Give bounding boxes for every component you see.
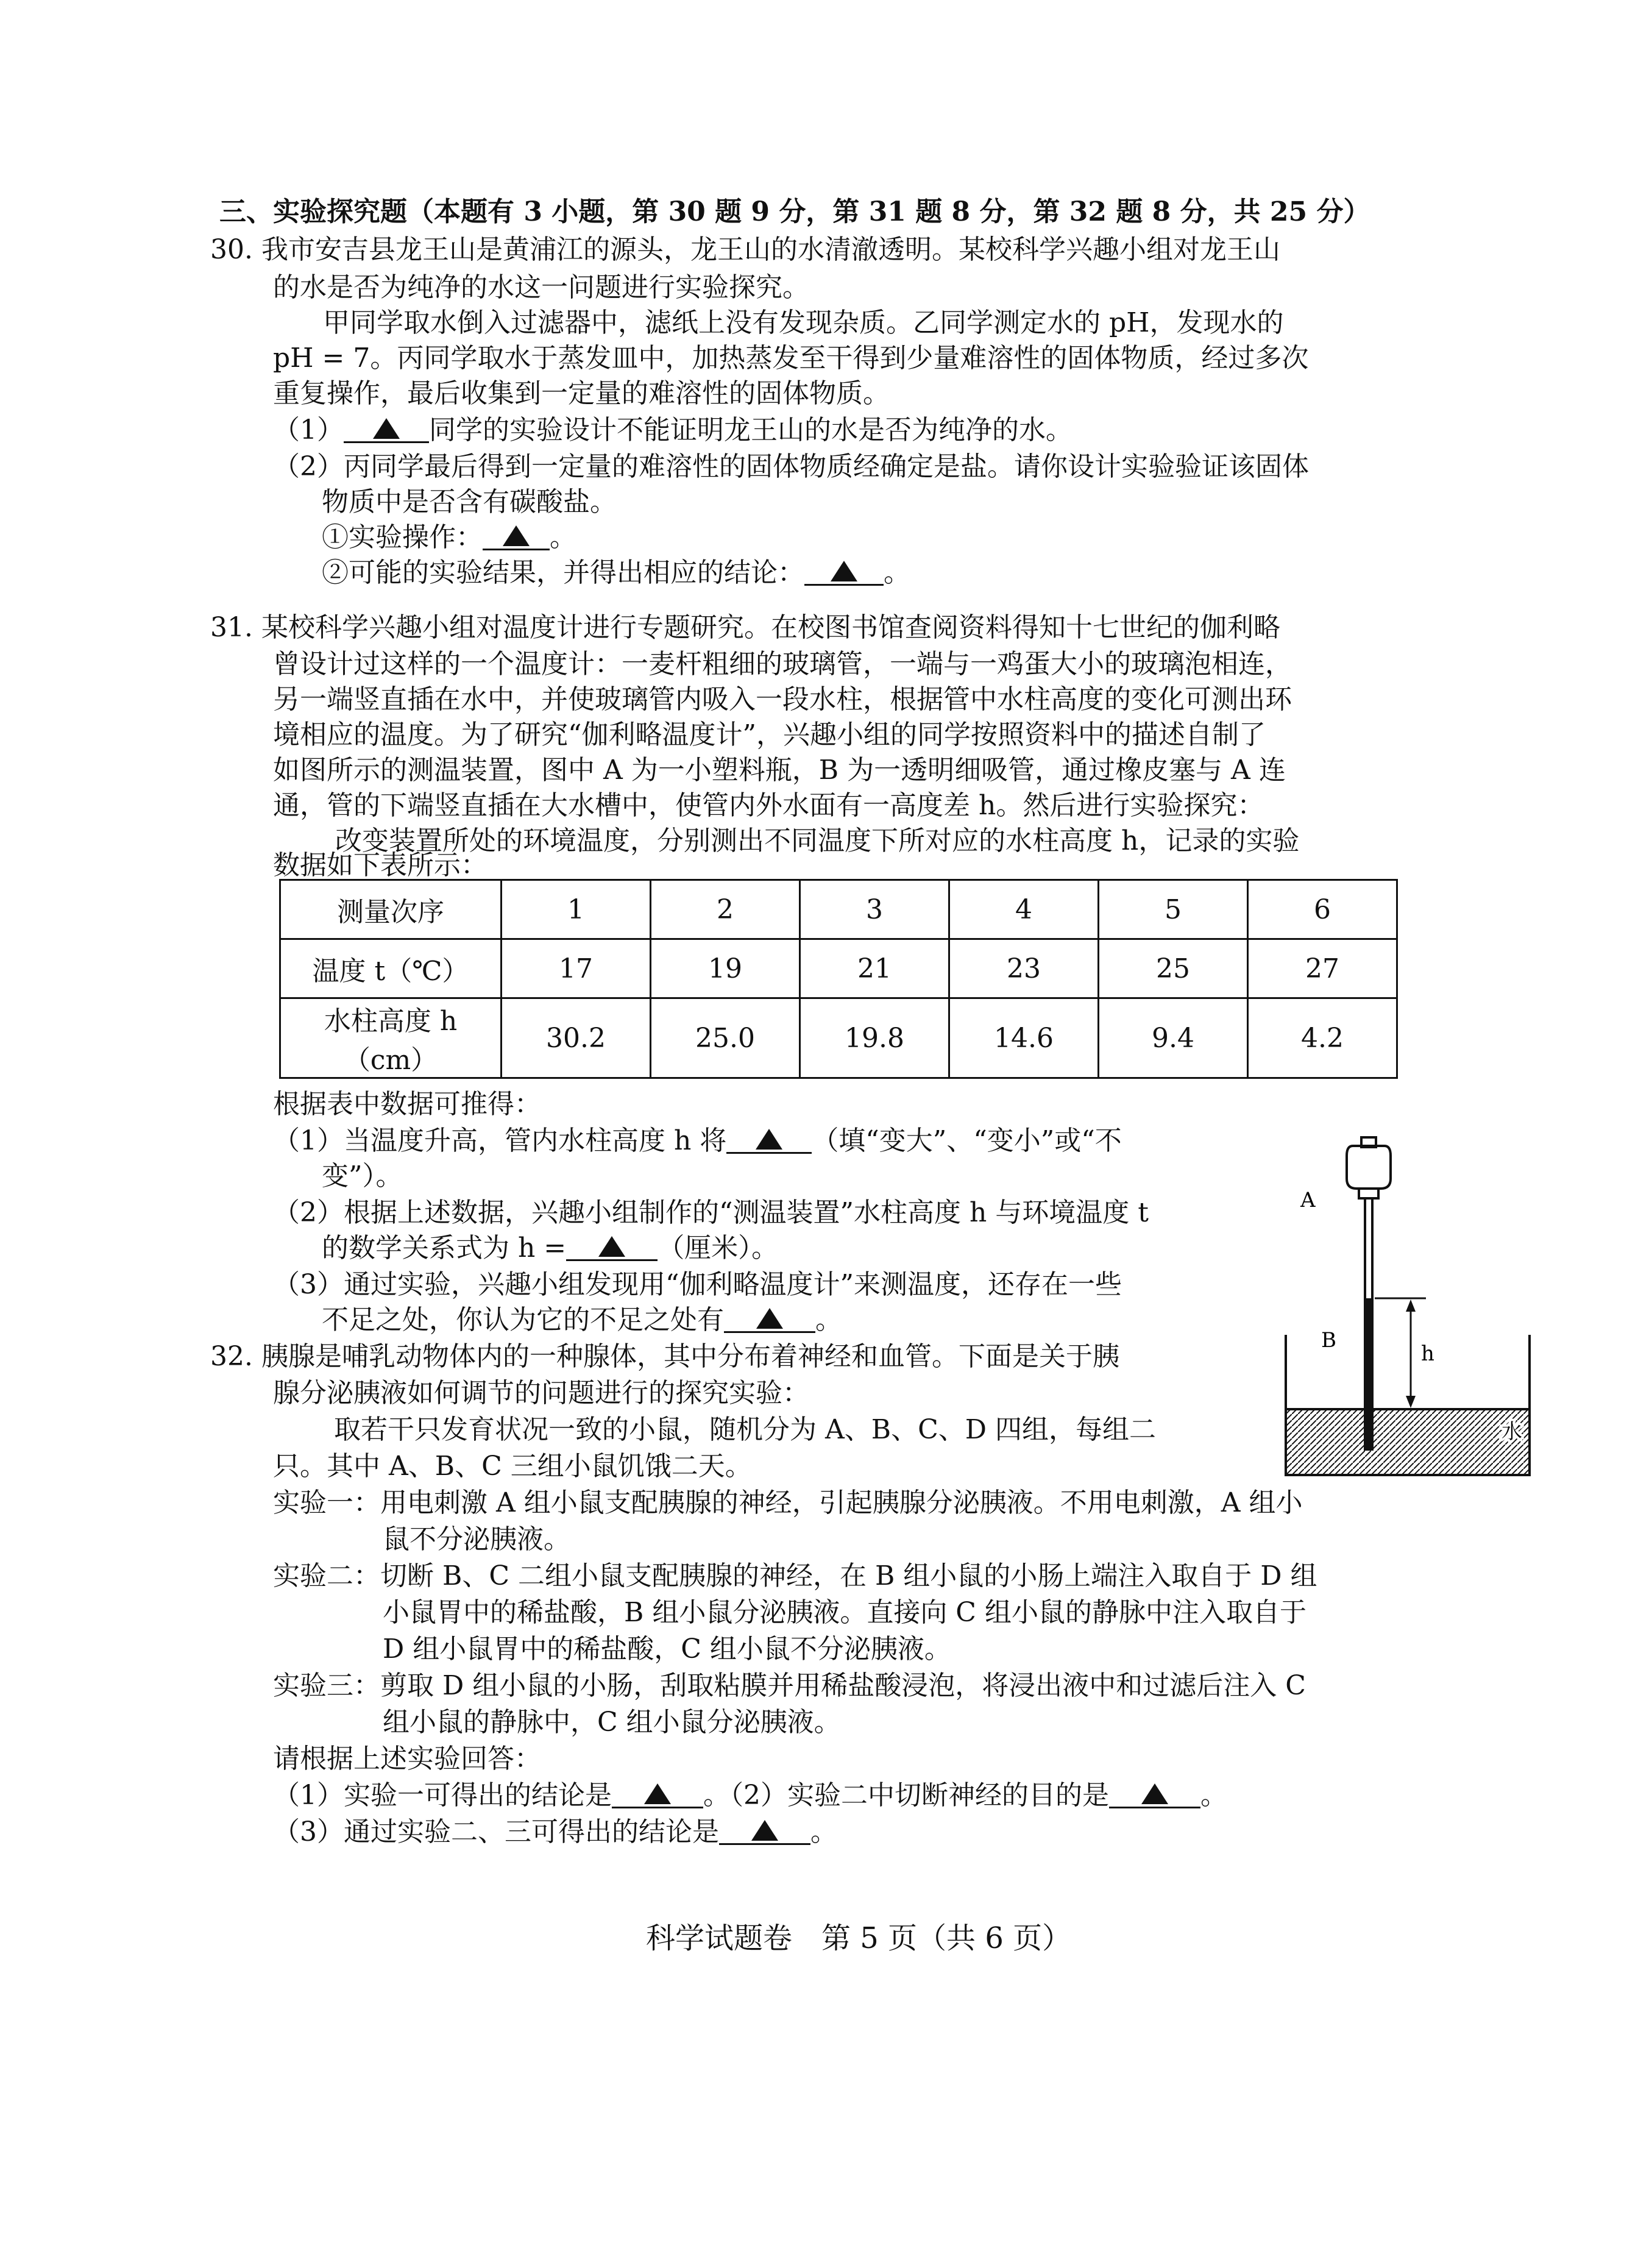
q32-answer-1-2 bbox=[273, 1777, 1227, 1814]
q31-line-5: 如图所示的测温装置，图中 A 为一小塑料瓶，B 为一透明细吸管，通过橡皮塞与 A 连 bbox=[273, 755, 1286, 786]
q32-a3-prefix: （3）通过实验二、三可得出的结论是 bbox=[273, 1816, 719, 1847]
table-cell: 25 bbox=[1099, 939, 1248, 998]
q32-ask: 请根据上述实验回答： bbox=[273, 1743, 541, 1774]
answer-blank[interactable] bbox=[344, 412, 429, 443]
q30-result-label: ②可能的实验结果，并得出相应的结论： bbox=[322, 557, 804, 588]
q30-p1-prefix: （1） bbox=[273, 414, 344, 446]
q30-line-1: 30. 我市安吉县龙王山是黄浦江的源头，龙王山的水清澈透明。某校科学兴趣小组对龙王山 bbox=[210, 234, 1280, 265]
q32-a2-prefix: 。（2）实验二中切断神经的目的是 bbox=[703, 1780, 1109, 1811]
q31-part-1-line-2: 变”）。 bbox=[322, 1161, 403, 1192]
table-cell: 6 bbox=[1248, 880, 1397, 939]
q32-a2-suffix: 。 bbox=[1200, 1780, 1227, 1811]
q32-answer-3 bbox=[273, 1814, 837, 1850]
stopper bbox=[1359, 1189, 1378, 1198]
q30-line-4: pH = 7。丙同学取水于蒸发皿中，加热蒸发至干得到少量难溶性的固体物质，经过多次 bbox=[273, 343, 1309, 374]
trough-water bbox=[1287, 1409, 1528, 1474]
q31-p2-suffix: （厘米）。 bbox=[658, 1232, 779, 1264]
q31-part-2-line-1: （2）根据上述数据，兴趣小组制作的“测温装置”水柱高度 h 与环境温度 t bbox=[273, 1197, 1149, 1228]
label-b: B bbox=[1321, 1328, 1336, 1353]
table-cell: 23 bbox=[949, 939, 1099, 998]
q31-line-8: 数据如下表所示： bbox=[273, 850, 488, 881]
table-cell: 5 bbox=[1099, 880, 1248, 939]
q30-operation-label: ①实验操作： bbox=[322, 522, 483, 553]
q31-part-1 bbox=[273, 1123, 1122, 1159]
triangle-icon bbox=[1141, 1783, 1168, 1804]
h-arrow-up-icon bbox=[1406, 1299, 1416, 1312]
q32-a1-prefix: （1）实验一可得出的结论是 bbox=[273, 1780, 612, 1811]
q31-p3-suffix: 。 bbox=[815, 1304, 842, 1335]
triangle-icon bbox=[503, 525, 530, 546]
q32-exp2-line-3: D 组小鼠胃中的稀盐酸，C 组小鼠不分泌胰液。 bbox=[383, 1633, 951, 1665]
answer-blank[interactable] bbox=[726, 1123, 812, 1154]
q32-exp3-line-2: 组小鼠的静脉中，C 组小鼠分泌胰液。 bbox=[383, 1707, 841, 1738]
triangle-icon bbox=[756, 1129, 782, 1150]
table-row bbox=[280, 998, 1397, 1078]
triangle-icon bbox=[373, 418, 400, 439]
thermometer-figure bbox=[1261, 1134, 1578, 1487]
table-row bbox=[280, 939, 1397, 998]
q31-line-3: 另一端竖直插在水中，并使玻璃管内吸入一段水柱，根据管中水柱高度的变化可测出环 bbox=[273, 684, 1292, 715]
table-cell: 19 bbox=[651, 939, 800, 998]
answer-blank[interactable] bbox=[566, 1230, 658, 1261]
table-cell: 1 bbox=[502, 880, 651, 939]
q32-line-1: 32. 胰腺是哺乳动物体内的一种腺体，其中分布着神经和血管。下面是关于胰 bbox=[210, 1341, 1119, 1372]
table-header-cell: 测量次序 bbox=[280, 880, 502, 939]
q31-line-7: 改变装置所处的环境温度，分别测出不同温度下所对应的水柱高度 h，记录的实验 bbox=[335, 825, 1300, 856]
q30-line-2: 的水是否为纯净的水这一问题进行实验探究。 bbox=[273, 272, 809, 303]
q32-exp1-line-2: 鼠不分泌胰液。 bbox=[383, 1524, 570, 1555]
triangle-icon bbox=[756, 1308, 783, 1329]
table-row bbox=[280, 880, 1397, 939]
q32-line-3: 取若干只发育状况一致的小鼠，随机分为 A、B、C、D 四组，每组二 bbox=[334, 1414, 1157, 1445]
galileo-thermometer-diagram bbox=[1261, 1134, 1578, 1487]
table-cell: 17 bbox=[502, 939, 651, 998]
q31-line-1: 31. 某校科学兴趣小组对温度计进行专题研究。在校图书馆查阅资料得知十七世纪的伽利略 bbox=[210, 612, 1280, 643]
q31-line-6: 通，管的下端竖直插在大水槽中，使管内外水面有一高度差 h。然后进行实验探究： bbox=[273, 790, 1264, 821]
q31-p2-prefix: 的数学关系式为 h = bbox=[322, 1232, 567, 1264]
table-cell: 21 bbox=[800, 939, 949, 998]
q30-p1-suffix: 同学的实验设计不能证明龙王山的水是否为纯净的水。 bbox=[429, 414, 1072, 446]
answer-blank[interactable] bbox=[724, 1302, 815, 1333]
answer-blank[interactable] bbox=[1109, 1777, 1200, 1808]
table-header-cell: 温度 t（℃） bbox=[280, 939, 502, 998]
answer-blank[interactable] bbox=[483, 519, 550, 550]
q31-line-2: 曾设计过这样的一个温度计：一麦杆粗细的玻璃管，一端与一鸡蛋大小的玻璃泡相连， bbox=[273, 649, 1292, 680]
label-water: 水 bbox=[1502, 1420, 1522, 1444]
q30-operation-end: 。 bbox=[550, 522, 576, 553]
q30-result bbox=[322, 555, 910, 591]
q31-part-2-line-2 bbox=[322, 1230, 778, 1267]
label-h: h bbox=[1421, 1342, 1434, 1366]
q30-line-3: 甲同学取水倒入过滤器中，滤纸上没有发现杂质。乙同学测定水的 pH，发现水的 bbox=[323, 307, 1284, 338]
q31-p1-suffix: （填“变大”、“变小”或“不 bbox=[812, 1125, 1122, 1156]
table-cell: 27 bbox=[1248, 939, 1397, 998]
h-arrow-down-icon bbox=[1406, 1396, 1416, 1408]
q30-part-1 bbox=[273, 412, 1072, 449]
q32-exp2-line-2: 小鼠胃中的稀盐酸，B 组小鼠分泌胰液。直接向 C 组小鼠的静脉中注入取自于 bbox=[383, 1597, 1306, 1628]
q31-part-3-line-2 bbox=[322, 1302, 842, 1338]
table-cell: 30.2 bbox=[502, 998, 651, 1078]
table-cell: 14.6 bbox=[949, 998, 1099, 1078]
triangle-icon bbox=[644, 1783, 671, 1804]
label-a: A bbox=[1300, 1188, 1316, 1212]
q32-line-2: 腺分泌胰液如何调节的问题进行的探究实验： bbox=[273, 1378, 809, 1409]
answer-blank[interactable] bbox=[804, 555, 884, 586]
q31-part-3-line-1: （3）通过实验，兴趣小组发现用“伽利略温度计”来测温度，还存在一些 bbox=[273, 1269, 1122, 1300]
q30-operation bbox=[322, 519, 576, 556]
q30-part-2-line-2: 物质中是否含有碳酸盐。 bbox=[322, 486, 617, 517]
table-cell: 3 bbox=[800, 880, 949, 939]
q30-result-end: 。 bbox=[884, 557, 910, 588]
q31-p1-prefix: （1）当温度升高，管内水柱高度 h 将 bbox=[273, 1125, 727, 1156]
table-header-cell: 水柱高度 h（cm） bbox=[280, 998, 502, 1078]
page-footer: 科学试题卷 第 5 页（共 6 页） bbox=[646, 1921, 1072, 1955]
table-cell: 19.8 bbox=[800, 998, 949, 1078]
table-cell: 25.0 bbox=[651, 998, 800, 1078]
table-cell: 4.2 bbox=[1248, 998, 1397, 1078]
q30-part-2-line-1: （2）丙同学最后得到一定量的难溶性的固体物质经确定是盐。请你设计实验验证该固体 bbox=[273, 451, 1309, 482]
section-title: 三、实验探究题（本题有 3 小题，第 30 题 9 分，第 31 题 8 分，第 32 题 8 分，共 25 分） bbox=[219, 196, 1370, 227]
q32-exp3-line-1: 实验三：剪取 D 组小鼠的小肠，刮取粘膜并用稀盐酸浸泡，将浸出液中和过滤后注入 C bbox=[273, 1670, 1306, 1701]
q32-exp2-line-1: 实验二：切断 B、C 二组小鼠支配胰腺的神经，在 B 组小鼠的小肠上端注入取自于 D 组 bbox=[273, 1560, 1317, 1591]
table-cell: 9.4 bbox=[1099, 998, 1248, 1078]
q31-after-table: 根据表中数据可推得： bbox=[273, 1089, 541, 1120]
table-cell: 2 bbox=[651, 880, 800, 939]
triangle-icon bbox=[831, 561, 857, 581]
q32-line-4: 只。其中 A、B、C 三组小鼠饥饿二天。 bbox=[273, 1451, 752, 1482]
bottle-a bbox=[1347, 1146, 1391, 1189]
q32-exp1-line-1: 实验一：用电刺激 A 组小鼠支配胰腺的神经，引起胰腺分泌胰液。不用电刺激，A 组小 bbox=[273, 1487, 1303, 1518]
q32-a3-suffix: 。 bbox=[810, 1816, 837, 1847]
triangle-icon bbox=[598, 1236, 625, 1257]
triangle-icon bbox=[751, 1820, 778, 1841]
answer-blank[interactable] bbox=[612, 1777, 703, 1808]
q31-p3-prefix: 不足之处，你认为它的不足之处有 bbox=[322, 1304, 724, 1335]
data-table bbox=[279, 879, 1398, 1079]
q31-line-4: 境相应的温度。为了研究“伽利略温度计”，兴趣小组的同学按照资料中的描述自制了 bbox=[273, 719, 1266, 750]
answer-blank[interactable] bbox=[719, 1814, 810, 1845]
q30-line-5: 重复操作，最后收集到一定量的难溶性的固体物质。 bbox=[273, 378, 890, 409]
table-cell: 4 bbox=[949, 880, 1099, 939]
